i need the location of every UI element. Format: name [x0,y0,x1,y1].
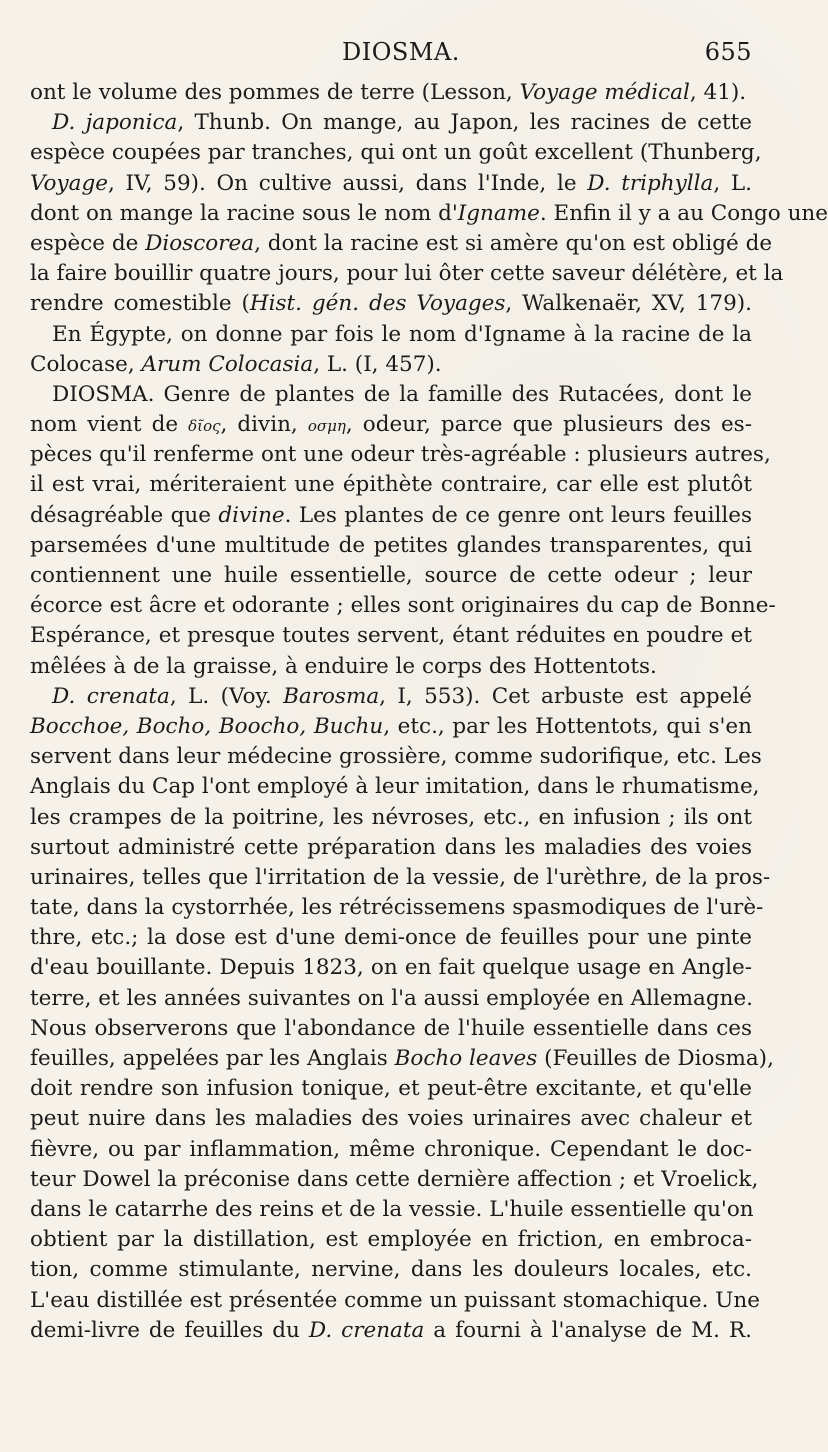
text-line [30,108,752,138]
text-segment: . Les plantes de ce genre ont leurs feuilles [284,502,752,528]
text-line [30,712,752,742]
text-segment: fièvre, ou par inflammation, même chronique. Cependant le doc- [30,1136,752,1162]
text-segment: les crampes de la poitrine, les névroses, etc., en infusion ; ils ont [30,804,752,830]
text-segment: d'eau bouillante. Depuis 1823, on en fait quelque usage en Angle- [30,955,752,981]
text-segment: , I, 553). Cet arbuste est appelé [379,683,752,709]
text-line [30,833,752,863]
text-segment: servent dans leur médecine grossière, comme sudorifique, etc. Les [30,744,762,770]
text-line [30,289,752,319]
text-segment: ont le volume des pommes de terre (Lesson, [30,80,520,105]
text-body [30,78,828,1346]
text-line [30,591,776,621]
text-segment: , IV, 59). On cultive aussi, dans l'Inde, le [107,170,588,196]
text-segment: thre, etc.; la dose est d'une demi-once de feuilles pour une pinte [30,925,752,951]
text-line [30,501,752,531]
text-segment: tate, dans la cystorrhée, les rétrécissemens spasmodiques de l'urè- [30,895,764,921]
italic-text: Igname [457,200,540,226]
text-segment: , L. (Voy. [169,683,284,709]
text-segment: a fourni à l'analyse de M. R. [424,1317,752,1343]
italic-text: Bocchoe, Bocho, Boocho, Buchu [30,713,384,739]
text-segment: surtout administré cette préparation dans les maladies des voies [30,834,752,860]
italic-text: D. crenata [308,1317,425,1343]
text-line [30,652,752,682]
text-line [30,531,752,561]
text-line [30,320,752,350]
text-line [30,440,771,470]
text-segment: obtient par la distillation, est employée en friction, en embroca- [30,1227,752,1253]
text-line [30,78,752,108]
italic-text: Barosma [283,683,380,709]
text-line [30,1074,752,1104]
text-segment: peut nuire dans les maladies des voies urinaires avec chaleur et [30,1106,752,1132]
text-segment: , divin, [220,412,308,438]
greek-word: δῖος [188,417,221,436]
italic-text: Dioscorea [145,230,255,256]
text-segment: (Feuilles de Diosma), [537,1046,774,1071]
text-segment: désagréable que [30,502,219,528]
text-segment: DIOSMA. Genre de plantes de la famille des Rutacées, dont le [52,381,752,407]
text-segment: contiennent une huile essentielle, source de cette odeur ; leur [30,563,752,588]
text-line [30,169,752,199]
text-line [30,1104,752,1134]
italic-text: Arum Colocasia [141,351,314,377]
text-line [30,259,784,289]
text-segment: rendre comestible ( [30,291,250,317]
text-line [30,1165,759,1195]
italic-text: D. japonica [52,110,178,136]
text-line [30,984,752,1014]
text-line [30,380,752,410]
text-segment: urinaires, telles que l'irritation de la vessie, de l'urèthre, de la pros- [30,864,771,890]
text-segment: L'eau distillée est présentée comme un puissant stomachique. Une [30,1287,760,1313]
text-line [30,772,760,802]
text-segment: , Thunb. On mange, au Japon, les racines de cette [177,110,752,136]
text-segment: Colocase, [30,351,142,377]
text-line [30,863,771,893]
text-segment: Anglais du Cap l'ont employé à leur imitation, dans le rhumatisme, [30,774,760,800]
italic-text: Voyage médical [519,80,690,105]
text-line [30,803,752,833]
text-line [30,1195,752,1225]
text-segment: dont on mange la racine sous le nom d' [30,200,458,226]
text-line [30,621,752,651]
italic-text: D. crenata [52,683,170,709]
text-line [30,199,828,229]
text-line [30,923,752,953]
italic-text: divine [218,502,285,528]
text-line [30,1316,752,1346]
text-segment: demi-livre de feuilles du [30,1317,309,1343]
text-segment: pèces qu'il renferme ont une odeur très-agréable : plusieurs autres, [30,442,771,468]
text-segment: espèce de [30,230,146,256]
text-line [30,1135,752,1165]
italic-text: Hist. gén. des Voyages [249,291,506,317]
text-segment: En Égypte, on donne par fois le nom d'Igname à la racine de la [52,321,752,347]
text-segment: , L. [713,170,753,196]
text-line [30,1044,774,1074]
text-line [30,138,762,168]
text-segment: il est vrai, mériteraient une épithète contraire, car elle est plutôt [30,472,752,498]
greek-word: οσμη [307,417,346,436]
text-segment: , odeur, parce que plusieurs des es- [345,412,752,438]
text-segment: . Enfin il y a au Congo une [539,200,828,226]
text-segment: , L. (I, 457). [313,351,442,377]
text-segment: dans le catarrhe des reins et de la vessie. L'huile essentielle qu'on [30,1196,754,1222]
text-segment: , etc., par les Hottentots, qui s'en [383,713,752,739]
running-title: DIOSMA. [342,38,460,66]
italic-text: Bocho leaves [394,1046,538,1071]
text-segment: teur Dowel la préconise dans cette dernière affection ; et Vroelick, [30,1166,759,1192]
text-line [30,893,764,923]
text-line [30,1286,760,1316]
text-segment: Nous observerons que l'abondance de l'huile essentielle dans ces [30,1015,752,1041]
page-number: 655 [704,38,752,66]
text-line [30,953,752,983]
running-head [30,38,752,78]
text-segment: nom vient de [30,412,189,438]
text-segment: mêlées à de la graisse, à enduire le corps des Hottentots. [30,653,657,679]
text-segment: terre, et les années suivantes on l'a aussi employée en Allemagne. [30,985,754,1011]
italic-text: Voyage [30,170,108,196]
text-segment: écorce est âcre et odorante ; elles sont originaires du cap de Bonne- [30,593,776,619]
text-segment: , Walkenaër, XV, 179). [505,291,752,317]
text-segment: tion, comme stimulante, nervine, dans les douleurs locales, etc. [30,1257,752,1283]
text-line [30,229,773,259]
text-line [30,682,752,712]
text-segment: , dont la racine est si amère qu'on est obligé de [254,230,773,256]
text-line [30,410,752,440]
text-line [30,350,752,380]
text-segment: , 41). [689,80,747,105]
text-line [30,561,752,591]
text-segment: feuilles, appelées par les Anglais [30,1046,395,1071]
italic-text: D. triphylla [587,170,714,196]
text-line [30,470,752,500]
text-segment: la faire bouillir quatre jours, pour lui ôter cette saveur délétère, et la [30,261,784,287]
text-segment: doit rendre son infusion tonique, et peut-être excitante, et qu'elle [30,1076,752,1102]
text-line [30,1014,752,1044]
text-line [30,1225,752,1255]
text-segment: Espérance, et presque toutes servent, étant réduites en poudre et [30,623,752,649]
text-line [30,1255,752,1285]
text-line [30,742,762,772]
text-segment: espèce coupées par tranches, qui ont un goût excellent (Thunberg, [30,140,762,166]
text-segment: parsemées d'une multitude de petites glandes transparentes, qui [30,532,752,558]
